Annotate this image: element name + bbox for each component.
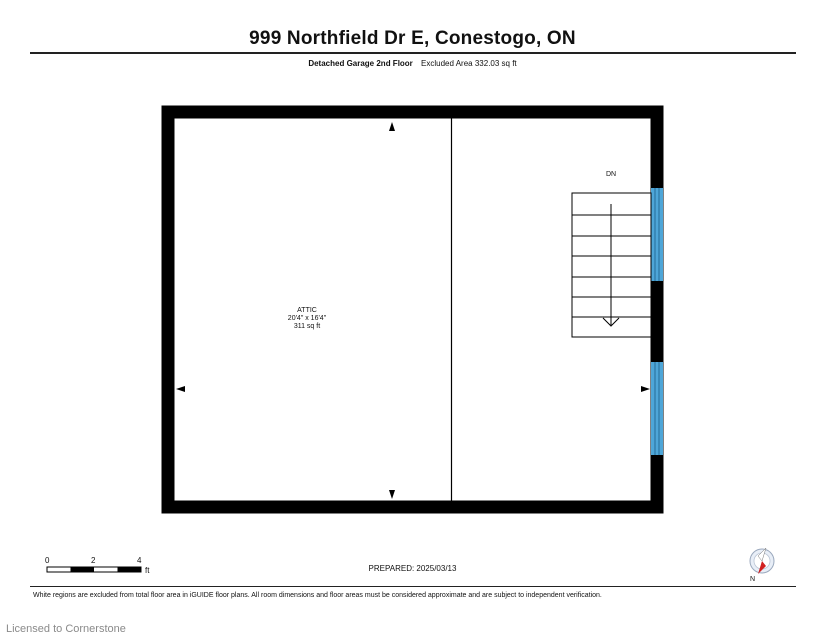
scale-tick-2: 2 [91, 556, 96, 565]
arrow-down-icon [389, 490, 395, 499]
exterior-walls [168, 112, 657, 507]
compass-north-label: N [750, 576, 756, 583]
license-watermark: Licensed to Cornerstone [6, 623, 126, 635]
staircase [572, 193, 651, 337]
window-upper [651, 188, 663, 281]
arrow-up-icon [389, 122, 395, 131]
area-label: Excluded Area 332.03 sq ft [421, 59, 517, 68]
dimension-markers [176, 122, 650, 499]
stair-direction-label: DN [605, 171, 617, 178]
room-dimensions: 20'4" x 16'4" [287, 315, 327, 322]
floor-label: Detached Garage 2nd Floor [308, 59, 413, 68]
arrow-left-icon [176, 386, 185, 392]
prepared-date: PREPARED: 2025/03/13 [368, 564, 457, 573]
scale-tick-4: 4 [137, 556, 142, 565]
room-name: ATTIC [297, 307, 317, 314]
footer-divider [30, 586, 796, 587]
room-area: 311 sq ft [293, 323, 321, 330]
arrow-right-icon [641, 386, 650, 392]
footer-disclaimer: White regions are excluded from total floor area in iGUIDE floor plans. All room dimensions and floor areas must be considered approximate and are subject to independent verification. [33, 592, 602, 599]
plan-title: 999 Northfield Dr E, Conestogo, ON [249, 28, 576, 49]
window-lower [651, 362, 663, 455]
scale-unit: ft [145, 566, 150, 575]
scale-tick-0: 0 [45, 556, 50, 565]
